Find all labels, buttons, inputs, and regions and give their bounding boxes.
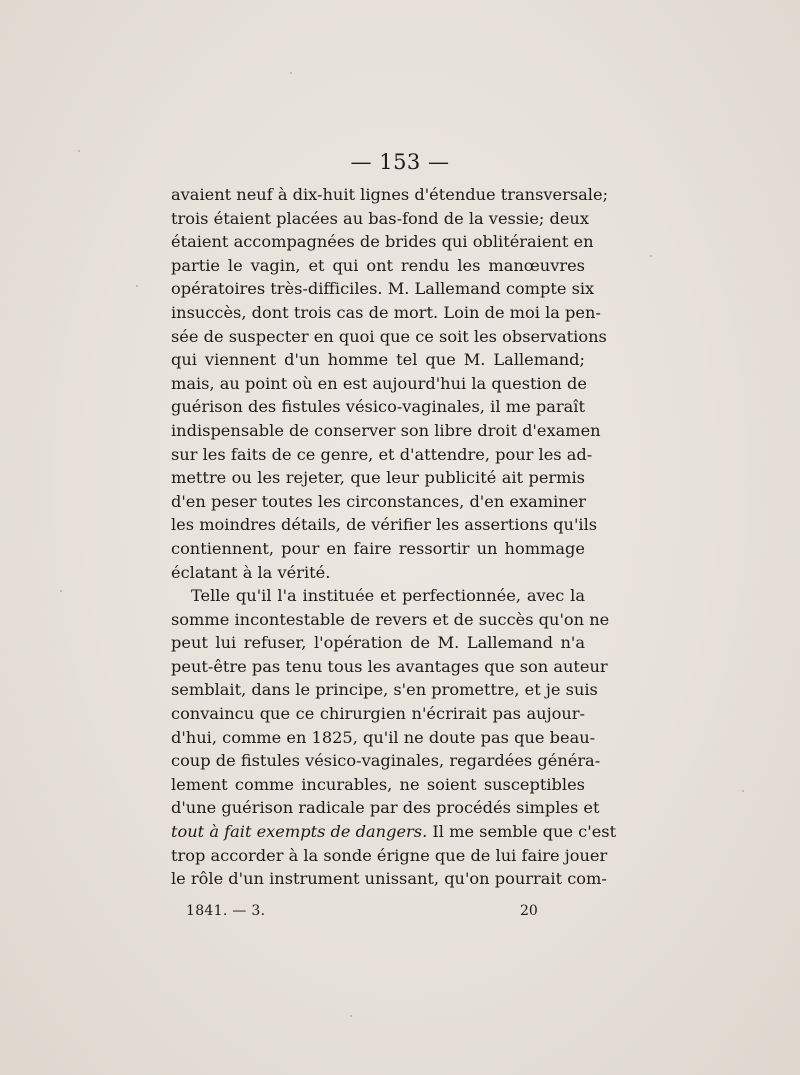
paper-speck — [650, 255, 652, 257]
text-line: avaient neuf à dix-huit lignes d'étendue transversale; — [171, 185, 609, 204]
printer-signature: 1841. — 3. — [186, 903, 266, 919]
text-line: semblait, dans le principe, s'en promettre, et je suis — [171, 680, 598, 700]
text-line: contiennent, pour en faire ressortir un hommage — [171, 538, 585, 558]
text-fragment: Il me semble que c'est — [432, 822, 617, 842]
text-line: coup de fistules vésico-vaginales, regardées généra- — [171, 751, 601, 771]
paper-speck — [136, 285, 138, 287]
paper-speck — [350, 1015, 352, 1017]
text-line: les moindres détails, de vérifier les assertions qu'ils — [171, 515, 598, 535]
text-line: partie le vagin, et qui ont rendu les manœuvres — [171, 255, 585, 275]
text-line: le rôle d'un instrument unissant, qu'on pourrait com- — [171, 869, 607, 889]
text-line: d'en peser toutes les circonstances, d'en examiner — [171, 491, 587, 511]
text-line: sur les faits de ce genre, et d'attendre, pour les ad- — [171, 444, 593, 464]
text-line: insuccès, dont trois cas de mort. Loin de moi la pen- — [171, 302, 601, 322]
text-line: sée de suspecter en quoi que ce soit les observations — [171, 326, 607, 346]
text-line: mais, au point où en est aujourd'hui la question de — [171, 373, 587, 393]
text-line: trop accorder à la sonde érigne que de lui faire jouer — [171, 845, 608, 865]
text-line: peut-être pas tenu tous les avantages que son auteur — [171, 656, 608, 676]
text-line: lement comme incurables, ne soient susceptibles — [171, 774, 585, 794]
text-line: somme incontestable de revers et de succès qu'on ne — [171, 609, 610, 629]
text-line: indispensable de conserver son libre droit d'examen — [171, 420, 601, 440]
page-number: — 153 — — [350, 150, 450, 174]
paper-speck — [60, 590, 62, 592]
paper-speck — [742, 790, 744, 792]
text-line: convaincu que ce chirurgien n'écrirait pas aujour- — [171, 704, 585, 724]
folio-number: 20 — [520, 903, 538, 919]
body-text — [171, 183, 617, 891]
text-line: d'une guérison radicale par des procédés simples et — [171, 798, 600, 818]
text-line: guérison des fistules vésico-vaginales, il me paraît — [171, 397, 585, 417]
text-line: d'hui, comme en 1825, qu'il ne doute pas que beau- — [171, 727, 596, 747]
text-line-with-italic — [171, 820, 617, 844]
paper-speck — [290, 72, 292, 74]
paragraph-end-line: éclatant à la vérité. — [171, 562, 331, 582]
text-line: opératoires très-difficiles. M. Lallemand compte six — [171, 279, 595, 299]
italic-phrase: tout à fait exempts de dangers. — [171, 822, 428, 842]
paragraph-start-line: Telle qu'il l'a instituée et perfectionnée, avec la — [191, 586, 585, 606]
text-line: trois étaient placées au bas-fond de la vessie; deux — [171, 208, 589, 228]
text-line: peut lui refuser, l'opération de M. Lallemand n'a — [171, 633, 585, 653]
text-line: étaient accompagnées de brides qui oblitéraient en — [171, 232, 594, 252]
text-line: mettre ou les rejeter, que leur publicité ait permis — [171, 468, 585, 488]
text-line: qui viennent d'un homme tel que M. Lallemand; — [171, 350, 585, 370]
